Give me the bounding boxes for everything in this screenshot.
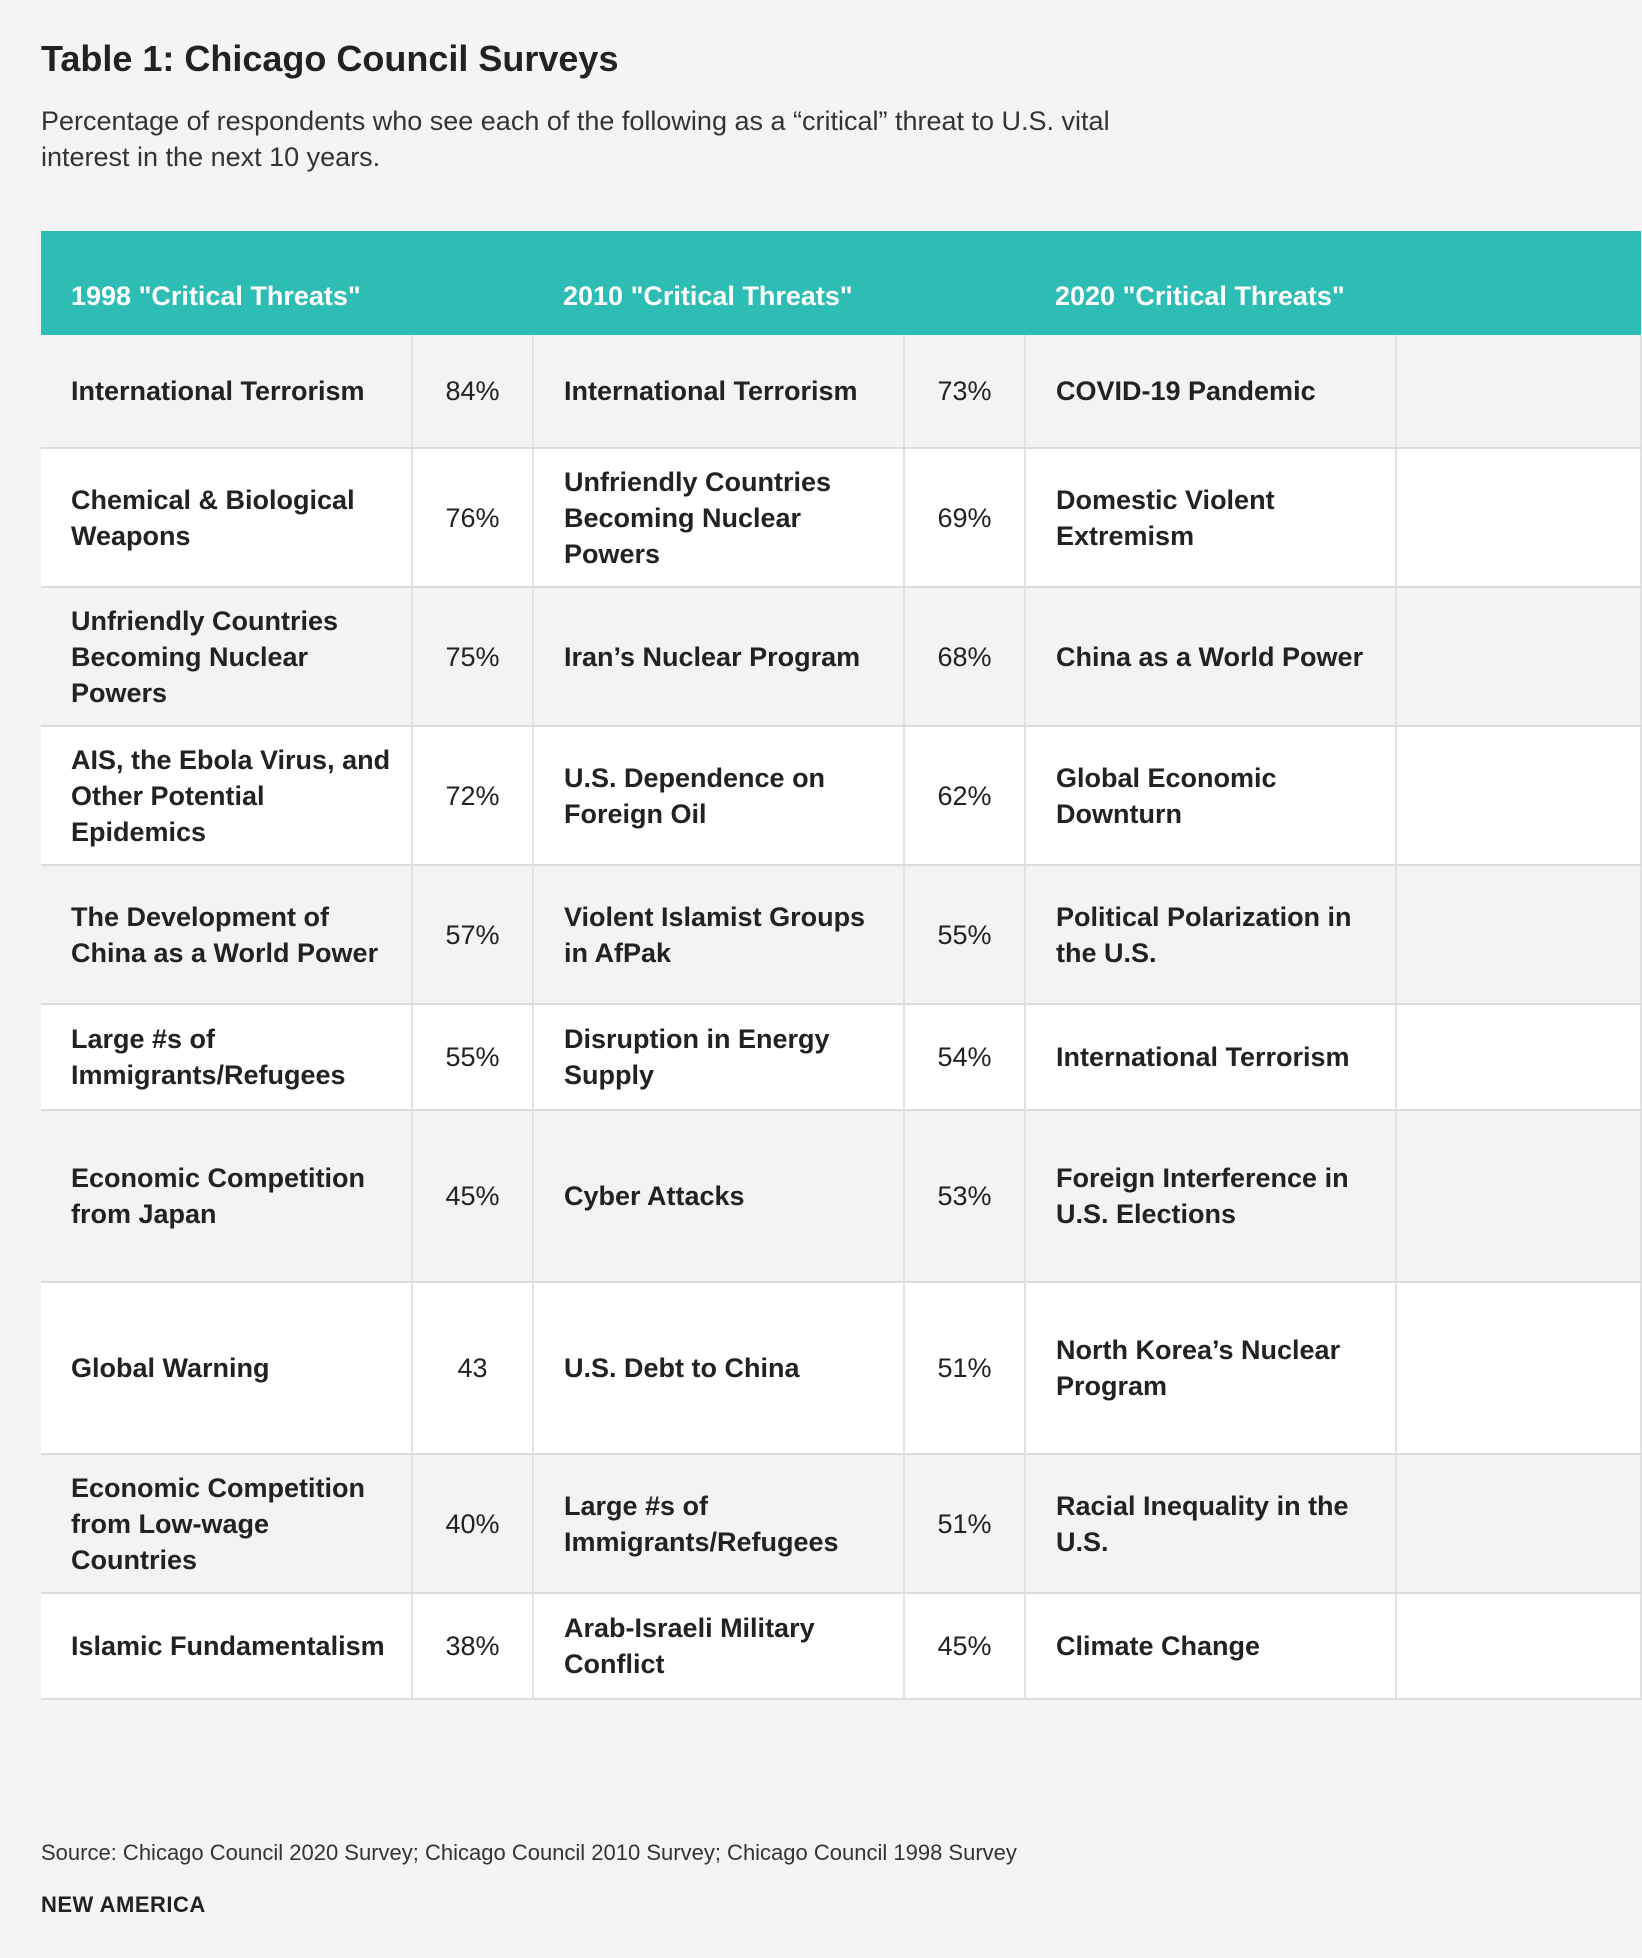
threat-1998-cell: The Development of China as a World Power — [41, 865, 412, 1004]
threat-1998-cell: Unfriendly Countries Becoming Nuclear Powers — [41, 587, 412, 726]
threat-1998-cell: Chemical & Biological Weapons — [41, 448, 412, 587]
threat-2010-cell: U.S. Debt to China — [533, 1282, 904, 1454]
header-2010: 2010 "Critical Threats" — [533, 231, 1025, 335]
percent-2020-cell — [1396, 587, 1641, 726]
percent-1998-cell: 40% — [412, 1454, 533, 1593]
percent-2020-cell — [1396, 1454, 1641, 1593]
threat-2020-cell: Domestic Violent Extremism — [1025, 448, 1396, 587]
percent-1998-cell: 55% — [412, 1004, 533, 1110]
brand-logo-text: NEW AMERICA — [41, 1892, 206, 1917]
threat-2010-cell: Cyber Attacks — [533, 1110, 904, 1282]
table-row — [41, 865, 1641, 1004]
percent-1998-cell: 43 — [412, 1282, 533, 1454]
threat-1998-cell: Large #s of Immigrants/Refugees — [41, 1004, 412, 1110]
threat-2010-cell: Unfriendly Countries Becoming Nuclear Powers — [533, 448, 904, 587]
percent-2010-cell: 55% — [904, 865, 1025, 1004]
threats-table-container[interactable] — [41, 231, 1364, 1802]
threat-2010-cell: Arab-Israeli Military Conflict — [533, 1593, 904, 1699]
percent-2020-cell — [1396, 1282, 1641, 1454]
page-subtitle: Percentage of respondents who see each of the following as a “critical” threat to U.S. vital interest in the next 10 years. — [41, 106, 1110, 172]
source-note: Source: Chicago Council 2020 Survey; Chicago Council 2010 Survey; Chicago Council 1998 Survey — [41, 1840, 1017, 1865]
percent-2010-cell: 62% — [904, 726, 1025, 865]
percent-1998-cell: 38% — [412, 1593, 533, 1699]
percent-1998-cell: 76% — [412, 448, 533, 587]
threats-table — [41, 231, 1642, 1700]
percent-2020-cell — [1396, 335, 1641, 448]
threat-2010-cell: U.S. Dependence on Foreign Oil — [533, 726, 904, 865]
percent-1998-cell: 45% — [412, 1110, 533, 1282]
threat-1998-cell: Islamic Fundamentalism — [41, 1593, 412, 1699]
threat-2020-cell: International Terrorism — [1025, 1004, 1396, 1110]
threat-1998-cell: Economic Competition from Low-wage Countries — [41, 1454, 412, 1593]
table-row — [41, 1454, 1641, 1593]
percent-2010-cell: 51% — [904, 1454, 1025, 1593]
percent-2010-cell: 53% — [904, 1110, 1025, 1282]
threat-2010-cell: Violent Islamist Groups in AfPak — [533, 865, 904, 1004]
percent-2010-cell: 68% — [904, 587, 1025, 726]
percent-2020-cell — [1396, 448, 1641, 587]
table-row — [41, 726, 1641, 865]
table-header-row — [41, 231, 1641, 335]
table-row — [41, 448, 1641, 587]
threat-2020-cell: North Korea’s Nuclear Program — [1025, 1282, 1396, 1454]
percent-2020-cell — [1396, 865, 1641, 1004]
percent-1998-cell: 72% — [412, 726, 533, 865]
threat-1998-cell: Global Warning — [41, 1282, 412, 1454]
percent-2010-cell: 69% — [904, 448, 1025, 587]
percent-2010-cell: 54% — [904, 1004, 1025, 1110]
percent-2020-cell — [1396, 1004, 1641, 1110]
table-body — [41, 335, 1641, 1699]
table-row — [41, 587, 1641, 726]
percent-2020-cell — [1396, 1110, 1641, 1282]
percent-2010-cell: 73% — [904, 335, 1025, 448]
threat-2020-cell: Foreign Interference in U.S. Elections — [1025, 1110, 1396, 1282]
threat-2020-cell: Racial Inequality in the U.S. — [1025, 1454, 1396, 1593]
table-row — [41, 1110, 1641, 1282]
threat-1998-cell: International Terrorism — [41, 335, 412, 448]
page-title: Table 1: Chicago Council Surveys — [41, 38, 619, 79]
header-2020: 2020 "Critical Threats" — [1025, 231, 1641, 335]
percent-2020-cell — [1396, 726, 1641, 865]
table-row — [41, 1004, 1641, 1110]
threat-2020-cell: China as a World Power — [1025, 587, 1396, 726]
header-1998: 1998 "Critical Threats" — [41, 231, 533, 335]
table-row — [41, 335, 1641, 448]
percent-2010-cell: 45% — [904, 1593, 1025, 1699]
threat-2020-cell: Climate Change — [1025, 1593, 1396, 1699]
table-row — [41, 1593, 1641, 1699]
threat-2010-cell: Iran’s Nuclear Program — [533, 587, 904, 726]
table-row — [41, 1282, 1641, 1454]
threat-2020-cell: COVID-19 Pandemic — [1025, 335, 1396, 448]
percent-1998-cell: 75% — [412, 587, 533, 726]
percent-2010-cell: 51% — [904, 1282, 1025, 1454]
threat-2020-cell: Political Polarization in the U.S. — [1025, 865, 1396, 1004]
threat-1998-cell: AIS, the Ebola Virus, and Other Potential Epidemics — [41, 726, 412, 865]
threat-2010-cell: Large #s of Immigrants/Refugees — [533, 1454, 904, 1593]
threat-2010-cell: Disruption in Energy Supply — [533, 1004, 904, 1110]
percent-2020-cell — [1396, 1593, 1641, 1699]
percent-1998-cell: 84% — [412, 335, 533, 448]
threat-2010-cell: International Terrorism — [533, 335, 904, 448]
threat-2020-cell: Global Economic Downturn — [1025, 726, 1396, 865]
percent-1998-cell: 57% — [412, 865, 533, 1004]
threat-1998-cell: Economic Competition from Japan — [41, 1110, 412, 1282]
